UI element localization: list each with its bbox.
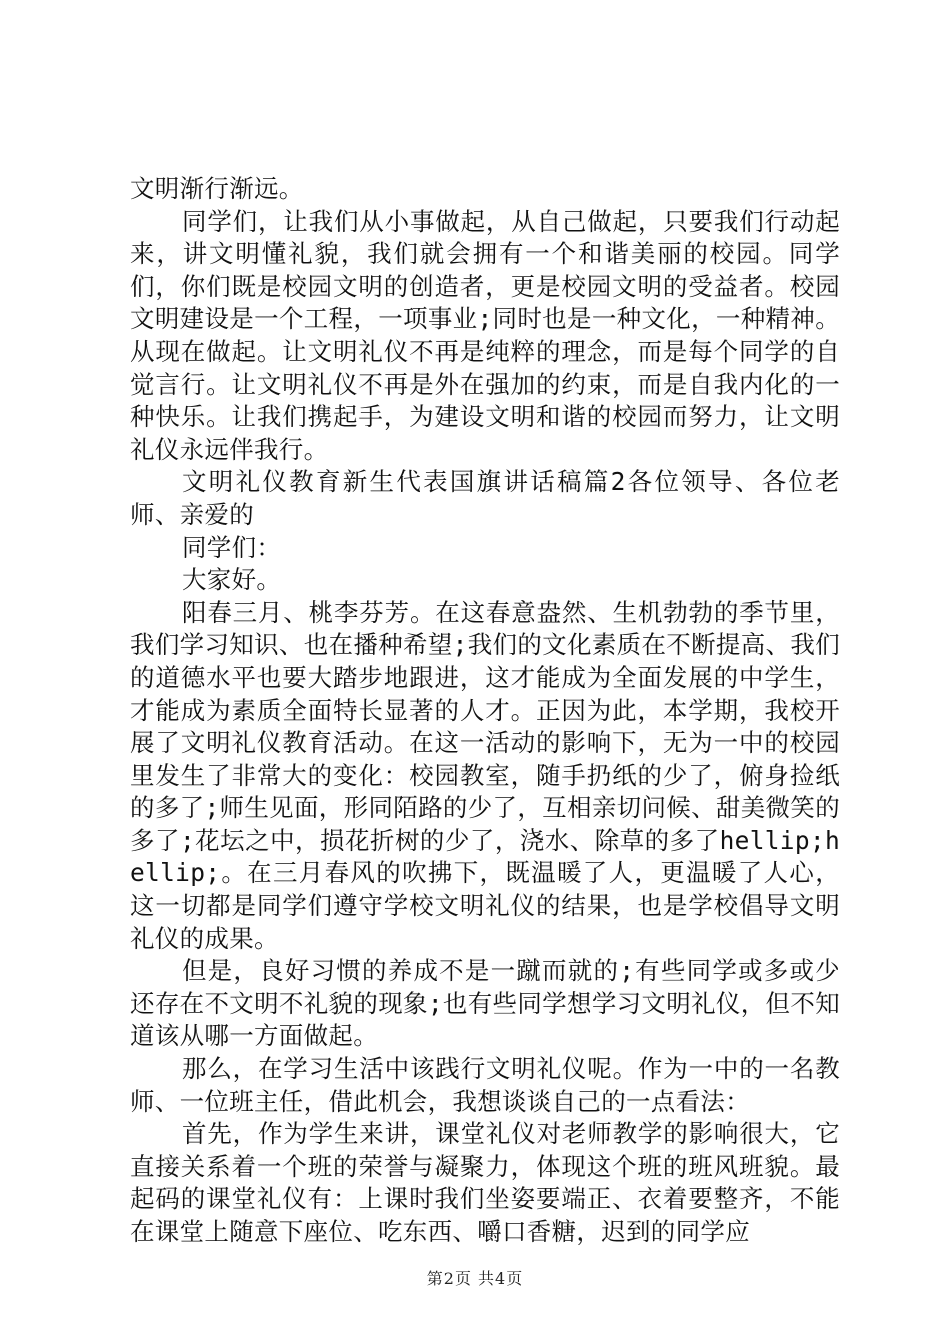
paragraph: 大家好。	[182, 565, 282, 595]
paragraph: 文明礼仪教育新生代表国旗讲话稿篇2各位领导、各位老师、亲爱的	[130, 467, 840, 529]
paragraph: 同学们，让我们从小事做起，从自己做起，只要我们行动起来，讲文明懂礼貌，我们就会拥有一个和谐美丽的校园。同学们，你们既是校园文明的创造者，更是校园文明的受益者。校园文明建设是一个工程，一项事业;同时也是一种文化，一种精神。从现在做起。让文明礼仪不再是纯粹的理念，而是每个同学的自觉言行。让文明礼仪不再是外在强加的约束，而是自我内化的一种快乐。让我们携起手，为建设文明和谐的校园而努力，让文明礼仪永远伴我行。	[130, 206, 840, 464]
paragraph: 阳春三月、桃李芬芳。在这春意盎然、生机勃勃的季节里，我们学习知识、也在播种希望;我们的文化素质在不断提高、我们的道德水平也要大踏步地跟进，这才能成为全面发展的中学生，才能成为素质全面特长显著的人才。正因为此，本学期，我校开展了文明礼仪教育活动。在这一活动的影响下，无为一中的校园里发生了非常大的变化：校园教室，随手扔纸的少了，俯身捡纸的多了;师生见面，形同陌路的少了，互相亲切问候、甜美微笑的多了;花坛之中，损花折树的少了，浇水、除草的多了hellip;hellip;。在三月春风的吹拂下，既温暖了人，更温暖了人心，这一切都是同学们遵守学校文明礼仪的结果，也是学校倡导文明礼仪的成果。	[130, 597, 840, 953]
paragraph: 但是，良好习惯的养成不是一蹴而就的;有些同学或多或少还存在不文明不礼貌的现象;也有些同学想学习文明礼仪，但不知道该从哪一方面做起。	[130, 956, 840, 1051]
paragraph: 首先，作为学生来讲，课堂礼仪对老师教学的影响很大，它直接关系着一个班的荣誉与凝聚力，体现这个班的班风班貌。最起码的课堂礼仪有：上课时我们坐姿要端正、衣着要整齐，不能在课堂上随意下座位、吃东西、嚼口香糖，迟到的同学应	[130, 1119, 840, 1246]
paragraph: 同学们：	[182, 532, 282, 562]
paragraph: 文明渐行渐远。	[130, 174, 304, 203]
page-footer: 第2页 共4页	[426, 1269, 524, 1288]
paragraph: 那么，在学习生活中该践行文明礼仪呢。作为一中的一名教师、一位班主任，借此机会，我想谈谈自己的一点看法：	[130, 1054, 840, 1116]
body-text	[130, 173, 840, 1249]
